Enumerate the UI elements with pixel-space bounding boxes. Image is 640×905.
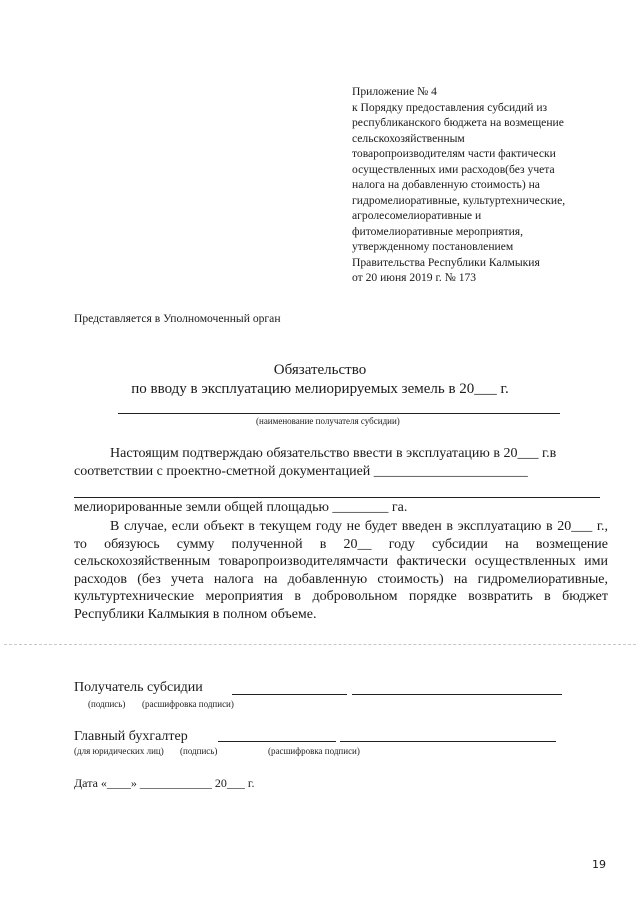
accountant-label: Главный бухгалтер [74,729,188,744]
annex-line: гидромелиоративные, культуртехнические, [352,193,566,207]
body-line-2: соответствии с проектно-сметной документацией ______________________ [74,464,528,479]
recipient-name-field [118,413,560,414]
annex-line: сельскохозяйственным [352,131,465,145]
accountant-decode-line [340,741,556,742]
annex-line: Правительства Республики Калмыкия [352,255,540,269]
body-line-4: мелиорированные земли общей площадью ________ га. [74,500,408,515]
accountant-sign-caption: (подпись) [180,746,218,756]
recipient-sign-caption: (подпись) [88,699,126,709]
recipient-name-caption: (наименование получателя субсидии) [256,416,400,426]
page-number: 19 [592,858,606,871]
scan-artifact-divider [4,644,636,645]
body-line-1: Настоящим подтверждаю обязательство ввести в эксплуатацию в 20___ г.в [110,446,557,461]
annex-line: от 20 июня 2019 г. № 173 [352,271,477,284]
annex-line: осуществленных ими расходов(без учета [352,162,555,176]
date-field: Дата «____» ____________ 20___ г. [74,776,255,790]
annex-line: республиканского бюджета на возмещение [352,116,564,129]
annex-line: к Порядку предоставления субсидий из [352,100,548,114]
blank-line [74,497,600,498]
annex-line: налога на добавленную стоимость) на [352,178,540,191]
annex-line: агролесомелиоративные и [352,209,482,222]
annex-line: утвержденному постановлением [352,240,514,253]
recipient-signature-line [232,694,347,695]
accountant-legal-caption: (для юридических лиц) [74,746,164,756]
recipient-decode-caption: (расшифровка подписи) [142,699,234,709]
document-title: Обязательство [273,362,367,378]
body-paragraph-2: В случае, если объект в текущем году не будет введен в эксплуатацию в 20___ г., то обязуюсь сумму полученной в 20__ году субсидии на возмещение сельскохозяйственным товаропроизводителямчасти фактически осуществленных ими расходов (без учета налога на добавленную стоимость) на гидромелиоративные, культуртехнические мероприятия в добровольном порядке возвратить в бюджет Республики Калмыкия в полном объеме. [74,519,608,622]
accountant-signature-line [218,741,336,742]
document-subtitle: по вводу в эксплуатацию мелиорируемых земель в 20___ г. [131,381,509,397]
recipient-label: Получатель субсидии [74,680,203,695]
annex-line: товаропроизводителям части фактически [352,147,556,160]
recipient-decode-line [352,694,562,695]
accountant-decode-caption: (расшифровка подписи) [268,746,360,756]
submitted-to: Представляется в Уполномоченный орган [74,312,281,325]
annex-line: Приложение № 4 [352,85,437,98]
annex-line: фитомелиоративные мероприятия, [352,224,524,238]
annex-header [352,84,602,286]
